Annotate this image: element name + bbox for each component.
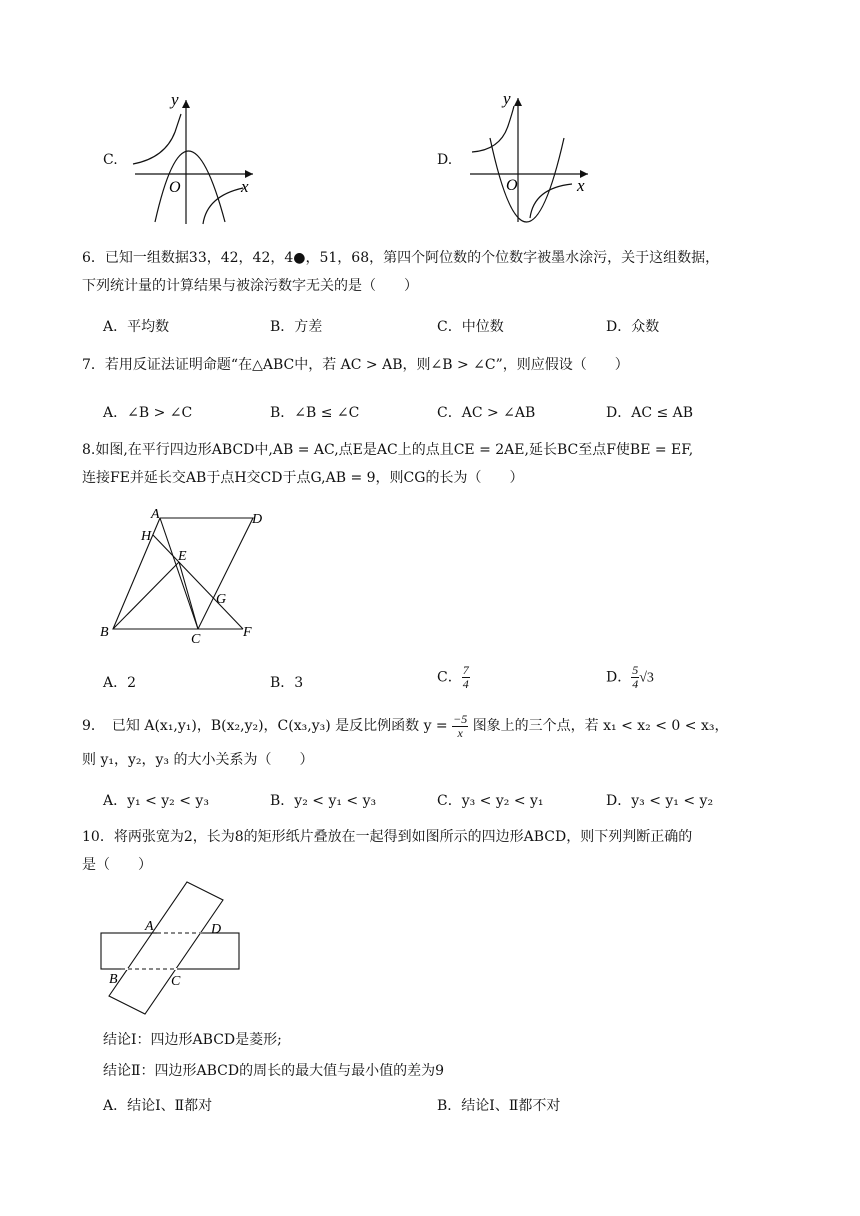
origin-label: O	[169, 179, 181, 196]
q10-option-a: A．结论Ⅰ、Ⅱ都对	[103, 1098, 213, 1114]
point-b-label: B	[100, 625, 109, 640]
q6-stem-line2: 下列统计量的计算结果与被涂污数字无关的是（ ）	[82, 278, 418, 294]
q10-stem-line1: 10．将两张宽为2，长为8的矩形纸片叠放在一起得到如图所示的四边形ABCD，则下列判断正确的	[82, 829, 693, 845]
point-f-label: F	[243, 625, 252, 640]
q6-option-c: C．中位数	[437, 319, 504, 335]
axis-y-label: y	[503, 90, 511, 108]
q5-graph-c	[125, 92, 260, 227]
q8-option-a: A．2	[103, 675, 137, 691]
q9-stem-line2: 则 y₁，y₂，y₃ 的大小关系为（ ）	[82, 752, 314, 768]
q9-stem-line1	[82, 712, 782, 740]
q10-conclusion-2: 结论Ⅱ：四边形ABCD的周长的最大值与最小值的差为9	[103, 1063, 445, 1079]
point-e-label: E	[178, 549, 187, 564]
q9-fraction: $\frac{-5}{x}$	[453, 711, 468, 740]
q10-stem	[82, 823, 782, 879]
q6-option-d: D．众数	[606, 319, 660, 335]
q8-option-b: B．3	[270, 675, 304, 691]
q8-stem-line2: 连接FE并延长交AB于点H交CD于点G,AB = 9，则CG的长为（ ）	[82, 470, 524, 486]
q9-stem-post: 图象上的三个点，若 x₁ < x₂ < 0 < x₃，	[472, 718, 729, 734]
point-d-label: D	[211, 922, 222, 937]
q9-option-b: B．y₂ < y₁ < y₃	[270, 793, 377, 809]
q6-option-a: A．平均数	[103, 319, 170, 335]
q8-option-d-radical: √3	[639, 670, 654, 686]
point-b-label: B	[109, 972, 118, 987]
q8-option-d-prefix: D．	[606, 669, 632, 686]
q9-stem	[82, 712, 782, 774]
point-a-label: A	[151, 507, 160, 522]
q8-option-c-prefix: C．	[437, 669, 462, 686]
point-d-label: D	[252, 512, 263, 527]
q5-graph-d	[460, 90, 595, 225]
q8-option-c-fraction: $\frac{7}{4}$	[462, 663, 469, 691]
q8-option-c	[437, 664, 470, 691]
q9-stem-pre: 9． 已知 A(x₁,y₁)，B(x₂,y₂)，C(x₃,y₃) 是反比例函数 y =	[82, 718, 448, 734]
point-c-label: C	[191, 632, 201, 647]
q9-option-a: A．y₁ < y₂ < y₃	[103, 793, 209, 809]
q10-conclusion-1: 结论Ⅰ：四边形ABCD是菱形;	[103, 1032, 282, 1048]
q8-option-d	[606, 664, 654, 691]
q7-option-a: A．∠B > ∠C	[103, 405, 193, 421]
axis-x-label: x	[577, 176, 585, 195]
q6-stem	[82, 244, 782, 300]
point-g-label: G	[216, 592, 227, 607]
q8-stem-line1: 8.如图,在平行四边形ABCD中,AB = AC,点E是AC上的点且CE = 2AE,延长BC至点F使BE = EF,	[82, 442, 694, 458]
q10-option-b: B．结论Ⅰ、Ⅱ都不对	[437, 1098, 561, 1114]
q7-option-b: B．∠B ≤ ∠C	[270, 405, 360, 421]
point-h-label: H	[141, 529, 152, 544]
axis-y-label: y	[171, 92, 179, 109]
q8-stem	[82, 436, 782, 492]
q9-option-d: D．y₃ < y₁ < y₂	[606, 793, 714, 809]
q9-option-c: C．y₃ < y₂ < y₁	[437, 793, 544, 809]
q10-stem-line2: 是（ ）	[82, 857, 152, 873]
q10-overlap-figure	[95, 878, 250, 1018]
q8-parallelogram-figure	[95, 505, 270, 650]
q6-option-b: B．方差	[270, 319, 323, 335]
point-c-label: C	[171, 974, 181, 989]
q7-option-c: C．AC > ∠AB	[437, 405, 536, 421]
axis-x-label: x	[241, 177, 249, 196]
q7-option-d: D．AC ≤ AB	[606, 405, 694, 421]
q5-option-d-label: D.	[437, 152, 453, 168]
q7-stem: 7．若用反证法证明命题“在△ABC中，若 AC > AB，则∠B > ∠C”，则应假设（ ）	[82, 357, 629, 373]
q6-stem-line1: 6．已知一组数据33，42，42，4●，51，68，第四个阿位数的个位数字被墨水涂污，关于这组数据，	[82, 250, 720, 266]
q8-option-d-fraction: $\frac{5}{4}$	[632, 663, 639, 691]
origin-label: O	[506, 177, 518, 194]
q5-option-c-label: C.	[103, 152, 118, 168]
point-a-label: A	[145, 919, 154, 934]
